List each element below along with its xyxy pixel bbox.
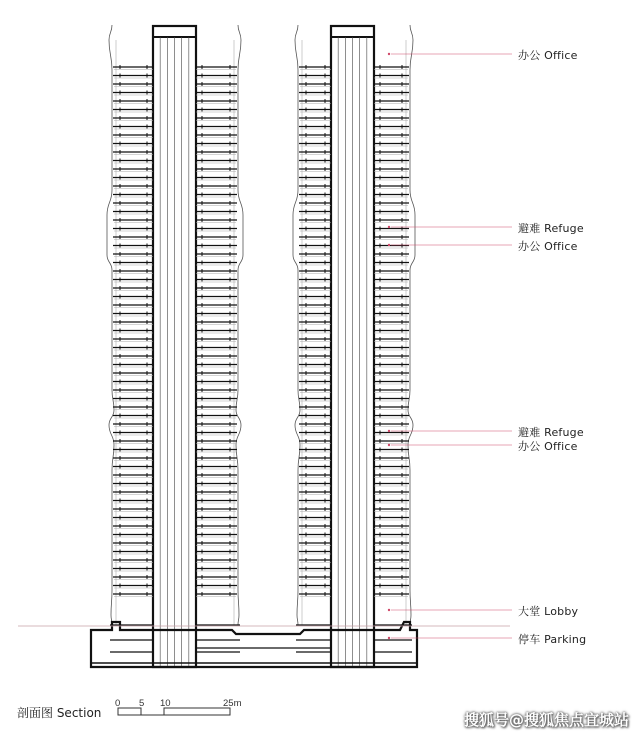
section-title: 剖面图 Section [17, 706, 102, 720]
leader-dot [388, 226, 390, 228]
leader-dot [388, 444, 390, 446]
right-tower-facade-left [293, 25, 300, 625]
leader-dot [388, 609, 390, 611]
leader-dot [388, 637, 390, 639]
podium [18, 622, 510, 667]
left-tower-facade-left [107, 25, 114, 625]
leader-dot [388, 430, 390, 432]
label-refuge-2: 避难 Refuge [518, 426, 584, 439]
left-tower-facade-right [236, 25, 243, 625]
scale-bar [118, 708, 230, 715]
label-office-top: 办公 Office [518, 49, 578, 62]
watermark: 搜狐号@搜狐焦点宜城站 [463, 711, 629, 729]
label-refuge-1: 避难 Refuge [518, 222, 584, 235]
label-office-2: 办公 Office [518, 240, 578, 253]
right-tower-facade-right [408, 25, 415, 625]
scale-tick-0: 0 [115, 698, 121, 709]
scale-tick-10: 10 [160, 698, 171, 709]
tower-left [107, 25, 243, 667]
leader-dot [388, 244, 390, 246]
label-office-3: 办公 Office [518, 440, 578, 453]
podium-outline [91, 622, 417, 667]
leader-dot [388, 53, 390, 55]
scale-tick-25m: 25m [223, 698, 242, 709]
scale-bar-shape [118, 708, 230, 715]
label-parking: 停车 Parking [518, 633, 587, 646]
label-lobby: 大堂 Lobby [518, 605, 579, 618]
tower-right [293, 25, 415, 667]
scale-tick-5: 5 [139, 698, 145, 709]
